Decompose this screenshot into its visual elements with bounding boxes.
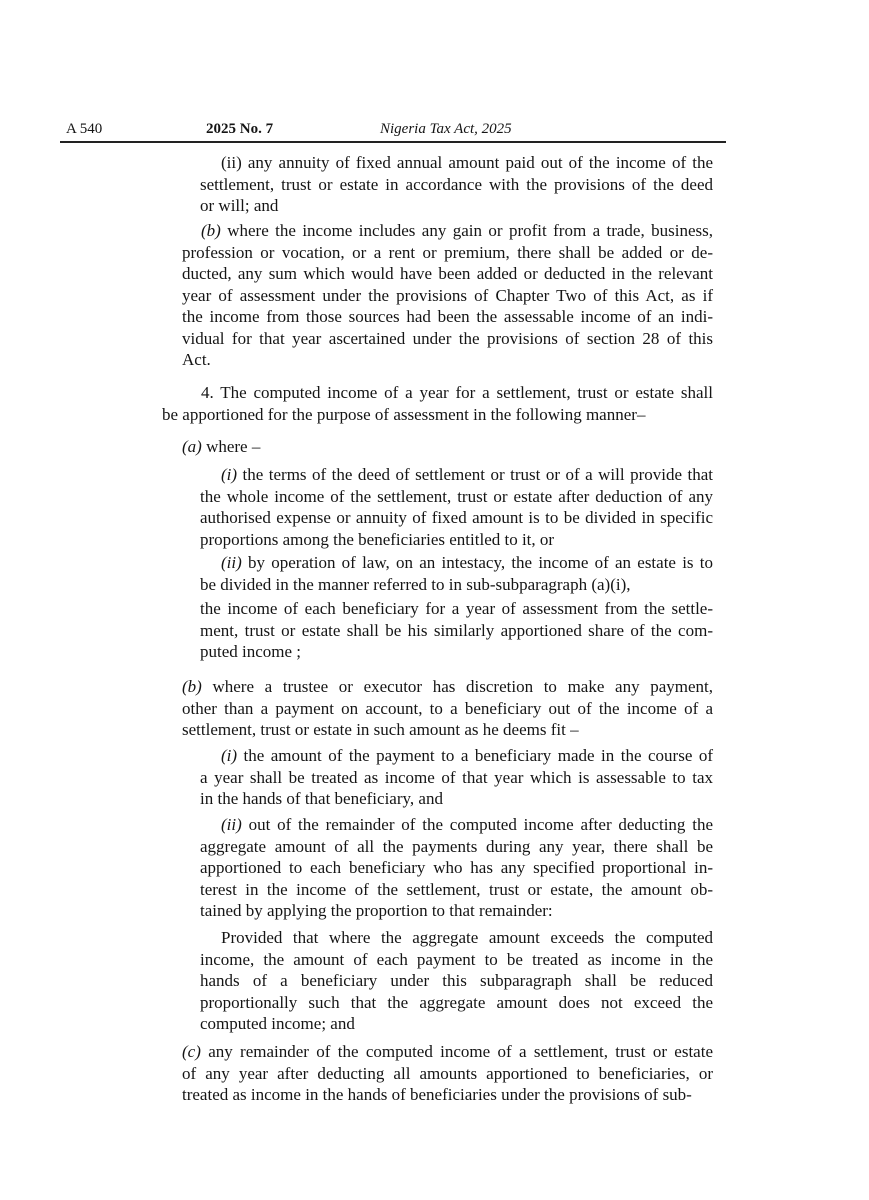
clause-text: by operation of law, on an intestacy, the income of an estate is to <box>241 553 713 572</box>
text-line: in the hands of that beneficiary, and <box>200 789 443 808</box>
clause-text: out of the remainder of the computed income after deducting the <box>241 815 713 834</box>
paragraph-a-where <box>182 436 713 458</box>
text-line: 4. The computed income of a year for a settlement, trust or estate shall <box>201 383 713 402</box>
clause-text: where the income includes any gain or profit from a trade, business, <box>220 221 713 240</box>
text-line: apportioned to each beneficiary who has any specified proportional in- <box>200 858 713 877</box>
text-line: be apportioned for the purpose of assessment in the following manner– <box>162 404 646 424</box>
clause-text: where – <box>201 437 261 456</box>
clause-marker: (b) <box>201 221 221 240</box>
text-line: vidual for that year ascertained under the provisions of section 28 of this <box>182 328 713 348</box>
text-line: or will; and <box>200 196 279 215</box>
text-line: income, the amount of each payment to be treated as income in the <box>200 949 713 969</box>
text-line: Provided that where the aggregate amount exceeds the computed <box>221 928 713 947</box>
text-line: authorised expense or annuity of fixed amount is to be divided in specific <box>200 508 713 527</box>
paragraph-beneficiary-income <box>200 598 713 663</box>
clause-marker: (a) <box>182 437 202 456</box>
text-line: proportions among the beneficiaries entitled to it, or <box>200 529 555 549</box>
text-line: tained by applying the proportion to that remainder: <box>200 901 553 920</box>
clause-marker: (i) <box>221 465 238 484</box>
text-line: (ii) any annuity of fixed annual amount paid out of the income of the <box>221 153 713 172</box>
clause-marker: (b) <box>182 677 202 696</box>
clause-marker: (c) <box>182 1042 201 1061</box>
text-line <box>221 464 713 486</box>
paragraph-b-ii-remainder <box>200 814 713 922</box>
text-line: ment, trust or estate shall be his similarly apportioned share of the com- <box>200 620 713 640</box>
text-line <box>182 676 713 698</box>
paragraph-b-trustee-discretion <box>182 676 713 741</box>
text-line: other than a payment on account, to a beneficiary out of the income of a <box>182 698 713 718</box>
clause-marker: (i) <box>221 746 238 765</box>
clause-text: the terms of the deed of settlement or trust or of a will provide that <box>237 465 713 484</box>
text-line: settlement, trust or estate in accordance with the provisions of the deed <box>200 174 713 194</box>
text-line: settlement, trust or estate in such amount as he deems fit – <box>182 720 579 739</box>
header-rule <box>60 141 726 143</box>
text-line <box>221 745 713 767</box>
text-line: year of assessment under the provisions of Chapter Two of this Act, as if <box>182 285 713 305</box>
text-line: computed income; and <box>200 1014 355 1033</box>
page-number: A 540 <box>66 121 103 137</box>
clause-marker: (ii) <box>221 553 242 572</box>
text-line <box>201 220 713 242</box>
act-title: Nigeria Tax Act, 2025 <box>380 121 512 137</box>
running-header <box>60 119 720 143</box>
text-line <box>182 1041 713 1063</box>
text-line: profession or vocation, or a rent or premium, there shall be added or de- <box>182 242 713 262</box>
clause-text: where a trustee or executor has discretion to make any payment, <box>201 677 713 696</box>
text-line: puted income ; <box>200 642 302 661</box>
text-line: a year shall be treated as income of that year which is assessable to tax <box>200 767 713 787</box>
paragraph-4-apportionment <box>162 382 713 425</box>
paragraph-a-i-deed-terms <box>200 464 713 550</box>
text-line <box>182 436 713 458</box>
text-line: of any year after deducting all amounts apportioned to beneficiaries, or <box>182 1063 713 1083</box>
text-line <box>221 552 713 574</box>
text-line <box>221 814 713 836</box>
text-line: terest in the income of the settlement, trust or estate, the amount ob- <box>200 879 713 899</box>
act-number: 2025 No. 7 <box>206 121 274 137</box>
text-line: hands of a beneficiary under this subparagraph shall be reduced <box>200 971 713 990</box>
clause-marker: (ii) <box>221 815 242 834</box>
clause-text: the amount of the payment to a beneficiary made in the course of <box>237 746 713 765</box>
text-line: treated as income in the hands of beneficiaries under the provisions of sub- <box>182 1085 692 1104</box>
text-line: aggregate amount of all the payments during any year, there shall be <box>200 836 713 856</box>
paragraph-b-trade-income <box>182 220 713 371</box>
text-line: the income of each beneficiary for a year of assessment from the settle- <box>200 599 713 618</box>
text-line: Act. <box>182 350 211 369</box>
paragraph-ii-annuity <box>200 152 713 217</box>
paragraph-proviso <box>200 927 713 1035</box>
paragraph-c-remainder <box>182 1041 713 1106</box>
text-line: proportionally such that the aggregate amount does not exceed the <box>200 992 713 1012</box>
text-line: ducted, any sum which would have been added or deducted in the relevant <box>182 264 713 283</box>
text-line: the whole income of the settlement, trust or estate after deduction of any <box>200 486 713 506</box>
paragraph-a-ii-intestacy <box>200 552 713 595</box>
paragraph-b-i-payment <box>200 745 713 810</box>
text-line: the income from those sources had been the assessable income of an indi- <box>182 307 713 326</box>
clause-text: any remainder of the computed income of a settlement, trust or estate <box>200 1042 713 1061</box>
text-line: be divided in the manner referred to in sub-subparagraph (a)(i), <box>200 574 631 594</box>
